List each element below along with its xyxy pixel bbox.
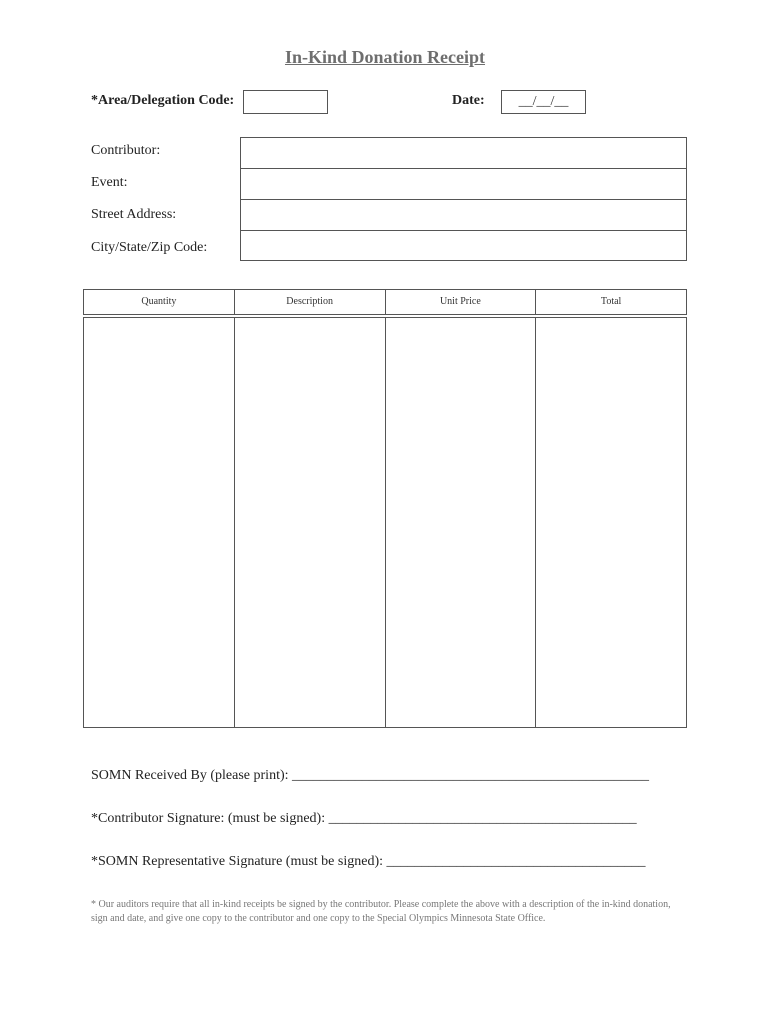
column-header-quantity: Quantity [84, 290, 235, 314]
auditor-footnote: * Our auditors require that all in-kind receipts be signed by the contributor. Please complete the above with a description of the in-kind donation, sign and date, and give one copy to the contributor and one copy to the Special Olympics Minnesota State Office. [91, 899, 671, 924]
date-label: Date: [452, 93, 485, 108]
column-header-description: Description [235, 290, 386, 314]
representative-signature-line[interactable]: *SOMN Representative Signature (must be signed): _____________________________________ [91, 854, 646, 869]
area-code-field[interactable] [243, 90, 328, 114]
city-state-zip-field[interactable] [240, 230, 687, 261]
event-label: Event: [91, 175, 128, 190]
date-field[interactable]: __/__/__ [501, 90, 586, 114]
column-header-unit-price: Unit Price [386, 290, 537, 314]
donation-table-header [83, 289, 687, 315]
page-title: In-Kind Donation Receipt [284, 47, 486, 67]
event-field[interactable] [240, 168, 687, 199]
description-column-cell[interactable] [235, 318, 386, 727]
contributor-label: Contributor: [91, 143, 161, 158]
street-address-field[interactable] [240, 199, 687, 230]
quantity-column-cell[interactable] [84, 318, 235, 727]
unit-price-column-cell[interactable] [386, 318, 537, 727]
total-column-cell[interactable] [536, 318, 686, 727]
received-by-line[interactable]: SOMN Received By (please print): ___________________________________________________ [91, 768, 650, 783]
contributor-signature-line[interactable]: *Contributor Signature: (must be signed): ____________________________________________ [91, 811, 637, 826]
contributor-info-fields [240, 137, 687, 261]
donation-table-body [83, 317, 687, 728]
street-address-label: Street Address: [91, 207, 177, 222]
column-header-total: Total [600, 296, 622, 307]
contributor-field[interactable] [240, 137, 687, 168]
area-code-label: *Area/Delegation Code: [91, 93, 235, 108]
city-state-zip-label: City/State/Zip Code: [91, 240, 208, 255]
